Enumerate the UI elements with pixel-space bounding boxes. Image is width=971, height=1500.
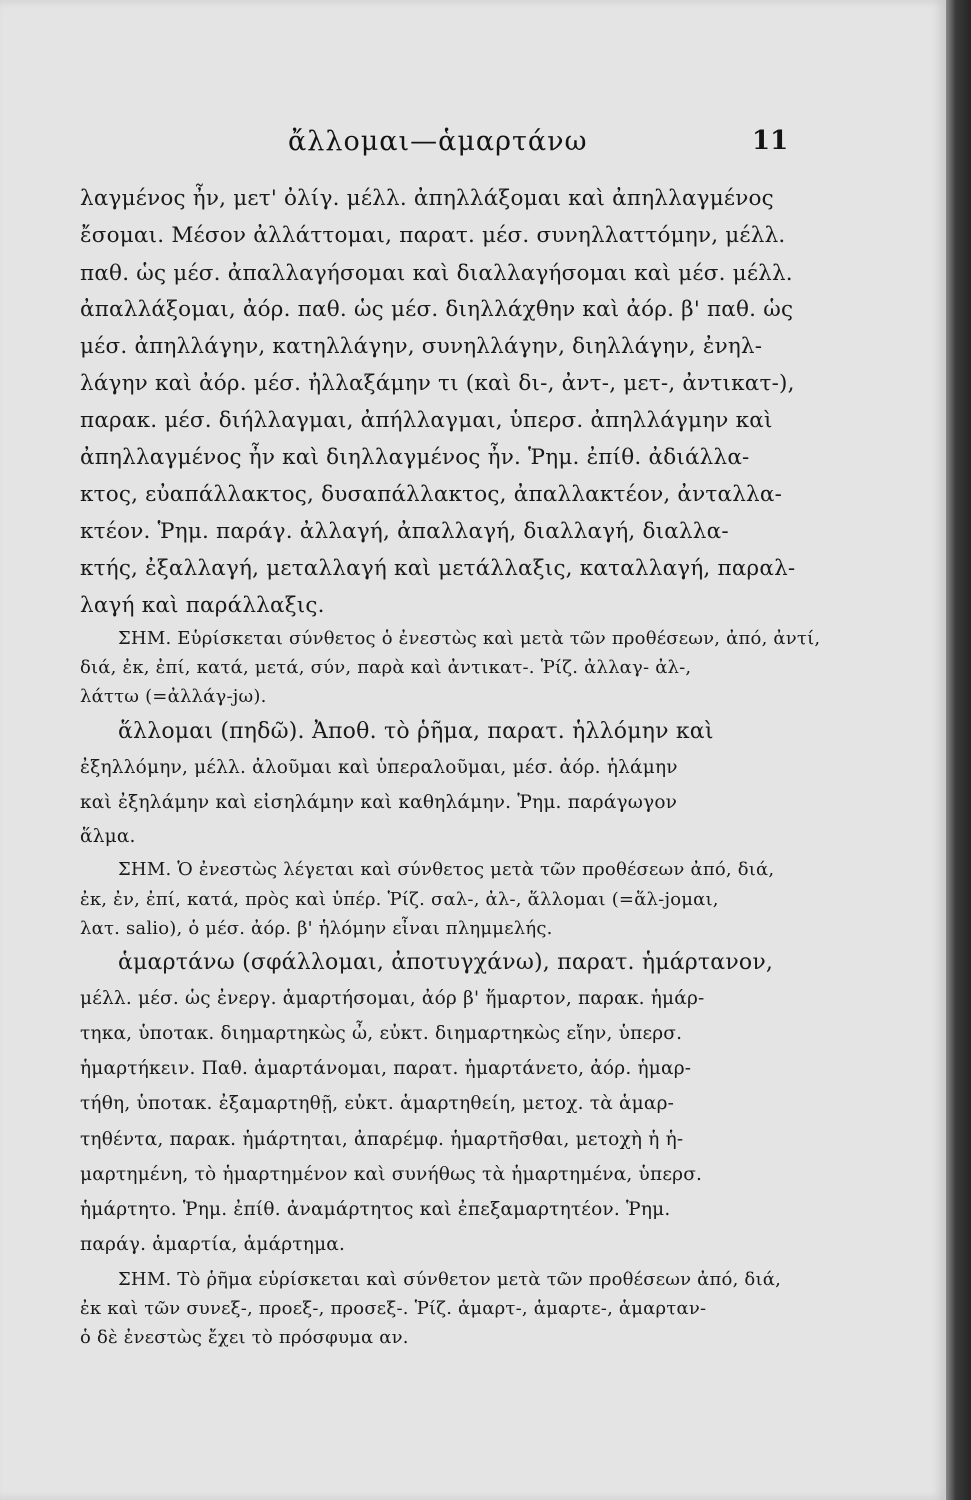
note-line: διά, ἐκ, ἐπί, κατά, μετά, σύν, παρὰ καὶ ἀντικατ-. Ῥίζ. ἀλλαγ- ἀλ-,	[80, 657, 692, 678]
text-line: ἀπαλλάξομαι, ἀόρ. παθ. ὡς μέσ. διηλλάχθην καὶ ἀόρ. β' παθ. ὡς	[80, 297, 794, 322]
lemma-line: ἅλλομαι (πηδῶ). Ἀποθ. τὸ ῥῆμα, παρατ. ἡλλόμην καὶ	[118, 719, 714, 744]
text-line: λαγμένος ἦν, μετ' ὀλίγ. μέλλ. ἀπηλλάξομαι καὶ ἀπηλλαγμένος	[80, 186, 774, 211]
page-header	[0, 126, 946, 166]
text-line: κτής, ἐξαλλαγή, μεταλλαγή καὶ μετάλλαξις, καταλλαγή, παραλ-	[80, 556, 796, 581]
text-line: παρακ. μέσ. διήλλαγμαι, ἀπήλλαγμαι, ὑπερσ. ἀπηλλάγμην καὶ	[80, 408, 773, 433]
text-line: ἡμάρτητο. Ῥημ. ἐπίθ. ἀναμάρτητος καὶ ἐπεξαμαρτητέον. Ῥημ.	[80, 1199, 671, 1220]
text-line: τηκα, ὑποτακ. διημαρτηκὼς ὦ, εὐκτ. διημαρτηκὼς εἴην, ὑπερσ.	[80, 1023, 683, 1044]
text-line: ἅλμα.	[80, 826, 136, 847]
lemma-line: ἁμαρτάνω (σφάλλομαι, ἀποτυγχάνω), παρατ. ἡμάρτανον,	[118, 950, 774, 975]
note-line: ἐκ, ἐν, ἐπί, κατά, πρὸς καὶ ὑπέρ. Ῥίζ. σαλ-, ἀλ-, ἅλλομαι (=ἅλ-jομαι,	[80, 889, 719, 910]
note-line: λατ. salio), ὁ μέσ. ἀόρ. β' ἡλόμην εἶναι πλημμελής.	[80, 918, 553, 939]
note-line: ΣΗΜ. Εὑρίσκεται σύνθετος ὁ ἐνεστὼς καὶ μετὰ τῶν προθέσεων, ἀπό, ἀντί,	[118, 628, 821, 649]
text-line: κτέον. Ῥημ. παράγ. ἀλλαγή, ἀπαλλαγή, διαλλαγή, διαλλα-	[80, 519, 729, 544]
text-line: μαρτημένη, τὸ ἡμαρτημένον καὶ συνήθως τὰ ἡμαρτημένα, ὑπερσ.	[80, 1164, 703, 1185]
book-spine-edge	[946, 0, 971, 1500]
text-line: τήθη, ὑποτακ. ἐξαμαρτηθῇ, εὐκτ. ἁμαρτηθείη, μετοχ. τὰ ἁμαρ-	[80, 1093, 675, 1114]
text-line: καὶ ἐξηλάμην καὶ εἰσηλάμην καὶ καθηλάμην. Ῥημ. παράγωγον	[80, 792, 678, 813]
text-line: κτος, εὐαπάλλακτος, δυσαπάλλακτος, ἀπαλλακτέον, ἀνταλλα-	[80, 482, 783, 507]
running-head: ἄλλομαι—ἁμαρτάνω	[288, 126, 588, 157]
text-line: μέσ. ἀπηλλάγην, κατηλλάγην, συνηλλάγην, διηλλάγην, ἐνηλ-	[80, 334, 763, 359]
text-line: ἀπηλλαγμένος ἦν καὶ διηλλαγμένος ἦν. Ῥημ. ἐπίθ. ἀδιάλλα-	[80, 445, 750, 470]
note-line: ὁ δὲ ἐνεστὼς ἔχει τὸ πρόσφυμα αν.	[80, 1327, 409, 1348]
note-line: ΣΗΜ. Ὁ ἐνεστὼς λέγεται καὶ σύνθετος μετὰ τῶν προθέσεων ἀπό, διά,	[118, 859, 775, 880]
page-number: 11	[752, 126, 789, 156]
text-line: λάγην καὶ ἀόρ. μέσ. ἠλλαξάμην τι (καὶ δι-, ἀντ-, μετ-, ἀντικατ-),	[80, 371, 795, 396]
text-line: ἐξηλλόμην, μέλλ. ἀλοῦμαι καὶ ὑπεραλοῦμαι, μέσ. ἀόρ. ἡλάμην	[80, 757, 678, 778]
text-line: μέλλ. μέσ. ὡς ἐνεργ. ἁμαρτήσομαι, ἀόρ β' ἥμαρτον, παρακ. ἡμάρ-	[80, 988, 705, 1009]
text-line: παθ. ὡς μέσ. ἀπαλλαγήσομαι καὶ διαλλαγήσομαι καὶ μέσ. μέλλ.	[80, 261, 793, 286]
text-line: ἔσομαι. Μέσον ἀλλάττομαι, παρατ. μέσ. συνηλλαττόμην, μέλλ.	[80, 223, 786, 248]
note-line: ΣΗΜ. Τὸ ῥῆμα εὑρίσκεται καὶ σύνθετον μετὰ τῶν προθέσεων ἀπό, διά,	[118, 1269, 782, 1290]
note-line: ἐκ καὶ τῶν συνεξ-, προεξ-, προσεξ-. Ῥίζ. ἁμαρτ-, ἁμαρτε-, ἁμαρταν-	[80, 1298, 707, 1319]
text-line: παράγ. ἁμαρτία, ἁμάρτημα.	[80, 1234, 346, 1255]
text-line: ἡμαρτήκειν. Παθ. ἁμαρτάνομαι, παρατ. ἡμαρτάνετο, ἀόρ. ἡμαρ-	[80, 1058, 692, 1079]
text-line: λαγή καὶ παράλλαξις.	[80, 593, 325, 618]
text-line: τηθέντα, παρακ. ἡμάρτηται, ἀπαρέμφ. ἡμαρτῆσθαι, μετοχὴ ἡ ἡ-	[80, 1129, 684, 1150]
note-line: λάττω (=ἀλλάγ-jω).	[80, 686, 267, 707]
